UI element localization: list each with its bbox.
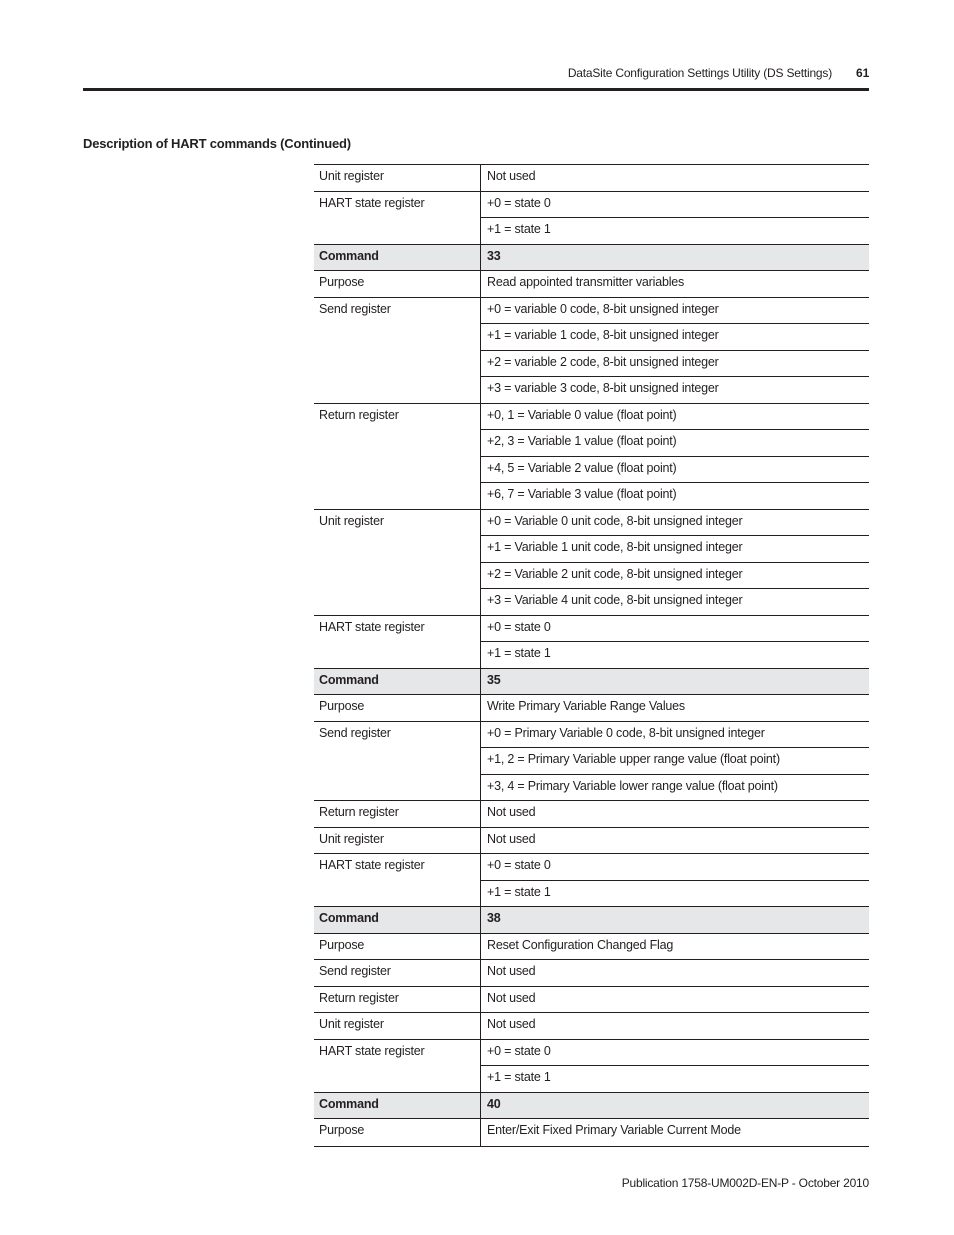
field-value-cell: Not used [487,805,536,819]
table-row [314,377,869,404]
command-number-cell: 38 [487,911,501,925]
table-row [314,192,869,219]
table-row [314,1066,869,1093]
command-label-cell: Command [314,245,481,272]
field-name-cell: Unit register [314,165,481,192]
section-title: Description of HART commands (Continued) [83,136,351,151]
publication-footer: Publication 1758-UM002D-EN-P - October 2010 [621,1176,869,1190]
field-value-cell: +3 = variable 3 code, 8-bit unsigned integer [487,381,719,395]
field-name-cell: Return register [314,404,481,431]
field-name-cell [314,377,481,404]
command-number-cell: 40 [487,1096,501,1111]
table-row [314,1040,869,1067]
command-number-cell: 35 [487,672,501,687]
field-name-cell: Purpose [314,1119,481,1146]
table-row [314,1119,869,1146]
table-row [314,934,869,961]
hart-commands-table [314,164,869,1147]
table-row [314,510,869,537]
field-name-cell [314,324,481,351]
table-row [314,854,869,881]
field-value-cell: +2 = Variable 2 unit code, 8-bit unsigned integer [487,566,743,581]
command-number-cell: 33 [487,248,501,263]
field-value-cell: +3, 4 = Primary Variable lower range value (float point) [487,778,778,793]
table-row [314,722,869,749]
table-row [314,165,869,192]
page-number: 61 [856,66,870,80]
field-name-cell [314,536,481,563]
table-row [314,695,869,722]
field-name-cell: Purpose [314,695,481,722]
table-row [314,218,869,245]
field-name-cell [314,1066,481,1093]
field-value-cell: +0 = Primary Variable 0 code, 8-bit unsigned integer [487,725,765,740]
field-value-cell: +0 = Variable 0 unit code, 8-bit unsigned integer [487,513,743,528]
command-row [314,669,869,696]
table-row [314,271,869,298]
field-value-cell: Reset Configuration Changed Flag [487,937,674,952]
field-name-cell: Unit register [314,1013,481,1040]
field-name-cell [314,748,481,775]
field-value-cell: +2 = variable 2 code, 8-bit unsigned integer [487,354,719,369]
field-value-cell: +1 = variable 1 code, 8-bit unsigned integer [487,328,719,342]
field-value-cell: +0 = state 0 [487,195,551,210]
page-header [0,66,954,84]
field-value-cell: +1 = state 1 [487,884,551,899]
field-value-cell: +0 = variable 0 code, 8-bit unsigned integer [487,301,719,316]
field-value-cell: Not used [487,990,536,1005]
field-value-cell: +0, 1 = Variable 0 value (float point) [487,407,677,422]
table-row [314,589,869,616]
table-row [314,430,869,457]
field-name-cell [314,642,481,669]
field-name-cell: Return register [314,801,481,828]
field-name-cell: HART state register [314,854,481,881]
field-name-cell [314,430,481,457]
command-row [314,245,869,272]
table-row [314,483,869,510]
command-label-cell: Command [314,669,481,696]
table-row [314,748,869,775]
command-row [314,1093,869,1120]
field-value-cell: +2, 3 = Variable 1 value (float point) [487,434,677,448]
field-name-cell [314,563,481,590]
field-name-cell [314,881,481,908]
field-name-cell: Purpose [314,271,481,298]
command-label-cell: Command [314,1093,481,1120]
table-row [314,563,869,590]
table-row [314,298,869,325]
field-name-cell [314,457,481,484]
table-row [314,616,869,643]
field-name-cell: HART state register [314,616,481,643]
header-rule [83,88,869,91]
field-value-cell: +3 = Variable 4 unit code, 8-bit unsigned integer [487,593,743,607]
field-name-cell: Send register [314,298,481,325]
command-label-cell: Command [314,907,481,934]
field-name-cell: Send register [314,960,481,987]
field-name-cell [314,218,481,245]
header-title: DataSite Configuration Settings Utility (DS Settings) [567,66,832,80]
field-value-cell: +0 = state 0 [487,619,551,634]
field-name-cell: HART state register [314,1040,481,1067]
table-row [314,1013,869,1040]
field-value-cell: Read appointed transmitter variables [487,275,685,289]
table-row [314,881,869,908]
table-row [314,828,869,855]
field-value-cell: Not used [487,1017,536,1031]
field-value-cell: +1 = state 1 [487,222,551,236]
field-value-cell: +1, 2 = Primary Variable upper range value (float point) [487,752,780,766]
table-row [314,642,869,669]
command-row [314,907,869,934]
table-row [314,775,869,802]
field-value-cell: +4, 5 = Variable 2 value (float point) [487,460,677,475]
field-value-cell: +1 = Variable 1 unit code, 8-bit unsigned integer [487,540,743,554]
field-name-cell: Return register [314,987,481,1014]
field-name-cell: HART state register [314,192,481,219]
table-row [314,351,869,378]
field-value-cell: +6, 7 = Variable 3 value (float point) [487,487,677,501]
field-value-cell: +0 = state 0 [487,1043,551,1058]
field-name-cell [314,589,481,616]
table-row [314,987,869,1014]
field-value-cell: +0 = state 0 [487,858,551,872]
table-row [314,536,869,563]
field-name-cell: Send register [314,722,481,749]
field-value-cell: Not used [487,964,536,978]
field-name-cell: Unit register [314,510,481,537]
field-value-cell: +1 = state 1 [487,646,551,660]
field-name-cell [314,351,481,378]
table-row [314,324,869,351]
field-name-cell: Purpose [314,934,481,961]
field-value-cell: Write Primary Variable Range Values [487,699,685,713]
field-name-cell [314,483,481,510]
field-value-cell: Enter/Exit Fixed Primary Variable Current Mode [487,1123,741,1137]
table-row [314,404,869,431]
field-value-cell: +1 = state 1 [487,1070,551,1084]
field-value-cell: Not used [487,169,536,183]
field-name-cell [314,775,481,802]
field-value-cell: Not used [487,831,536,846]
table-row [314,801,869,828]
table-row [314,457,869,484]
table-row [314,960,869,987]
field-name-cell: Unit register [314,828,481,855]
